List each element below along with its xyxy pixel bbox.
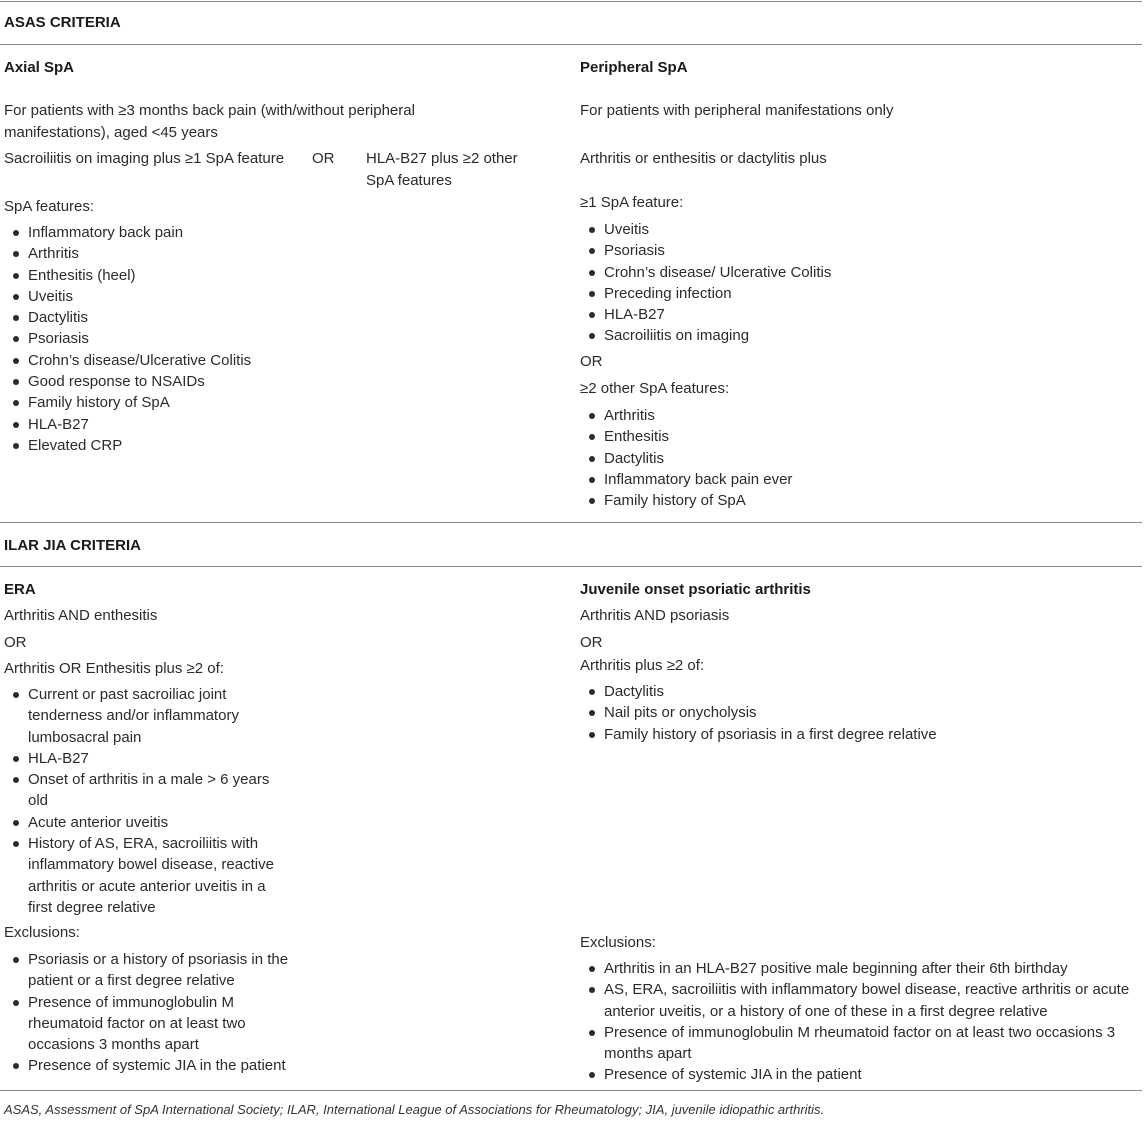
axial-intro-line-2: manifestations), aged <45 years bbox=[4, 124, 218, 141]
list-item bbox=[4, 684, 274, 748]
list-item bbox=[580, 958, 1129, 979]
list-item: Enthesitis bbox=[580, 426, 792, 447]
list-item: Inflammatory back pain bbox=[4, 222, 251, 243]
top-rule bbox=[0, 1, 1142, 2]
list-item-line: inflammatory bowel disease, reactive bbox=[28, 856, 274, 874]
peripheral-entry: Arthritis or enthesitis or dactylitis plus bbox=[580, 150, 827, 167]
list-item bbox=[4, 748, 274, 769]
list-item: Uveitis bbox=[580, 219, 831, 240]
jpsa-exclusions-label: Exclusions: bbox=[580, 934, 656, 951]
list-item-line: Onset of arthritis in a male > 6 years bbox=[28, 771, 270, 789]
peripheral-group2-list bbox=[580, 405, 792, 511]
list-item bbox=[4, 833, 274, 918]
axial-clinical-arm-line-2: SpA features bbox=[366, 172, 452, 189]
list-item: Crohn’s disease/ Ulcerative Colitis bbox=[580, 262, 831, 283]
list-item-line: AS, ERA, sacroiliitis with inflammatory bowel disease, reactive arthritis or acute bbox=[604, 981, 1130, 999]
list-item: Crohn’s disease/Ulcerative Colitis bbox=[4, 350, 251, 371]
axial-features-label: SpA features: bbox=[4, 198, 95, 215]
list-item: Enthesitis (heel) bbox=[4, 265, 251, 286]
list-item-line: lumbosacral pain bbox=[28, 728, 142, 746]
list-item: Uveitis bbox=[4, 286, 251, 307]
jpsa-line-1: Arthritis AND psoriasis bbox=[580, 607, 730, 624]
axial-clinical-arm-line-1: HLA-B27 plus ≥2 other bbox=[366, 150, 518, 167]
list-item-line: arthritis or acute anterior uveitis in a bbox=[28, 877, 266, 895]
era-line-2: Arthritis OR Enthesitis plus ≥2 of: bbox=[4, 660, 224, 677]
axial-features-list bbox=[4, 222, 251, 456]
list-item: Psoriasis bbox=[4, 328, 251, 349]
era-exclusions-label: Exclusions: bbox=[4, 924, 80, 941]
list-item-line: HLA-B27 bbox=[28, 749, 89, 767]
list-item: Psoriasis bbox=[580, 240, 831, 261]
list-item: HLA-B27 bbox=[4, 414, 251, 435]
list-item-line: Presence of immunoglobulin M bbox=[28, 993, 234, 1011]
era-exclusions-list bbox=[4, 949, 288, 1077]
list-item: Arthritis bbox=[580, 405, 792, 426]
axial-or: OR bbox=[312, 150, 335, 167]
list-item-line: anterior uveitis, or a history of one of these in a first degree relative bbox=[604, 1002, 1048, 1020]
list-item bbox=[580, 1022, 1129, 1065]
list-item-line: Acute anterior uveitis bbox=[28, 813, 169, 831]
list-item-line: rheumatoid factor on at least two bbox=[28, 1014, 246, 1032]
peripheral-group1-label: ≥1 SpA feature: bbox=[580, 194, 684, 211]
list-item: Nail pits or onycholysis bbox=[580, 702, 937, 723]
list-item: HLA-B27 bbox=[580, 304, 831, 325]
list-item-line: Presence of systemic JIA in the patient bbox=[604, 1066, 862, 1084]
ilar-header-rule bbox=[0, 566, 1142, 567]
bottom-rule bbox=[0, 1090, 1142, 1091]
list-item: Family history of SpA bbox=[580, 490, 792, 511]
list-item: Dactylitis bbox=[580, 448, 792, 469]
ilar-jia-criteria-header: ILAR JIA CRITERIA bbox=[4, 537, 141, 554]
list-item-line: Psoriasis or a history of psoriasis in the bbox=[28, 951, 289, 968]
list-item bbox=[4, 992, 288, 1056]
list-item-line: patient or a first degree relative bbox=[28, 972, 235, 990]
axial-intro-line-1: For patients with ≥3 months back pain (with/without peripheral bbox=[4, 102, 415, 119]
list-item bbox=[4, 1055, 288, 1076]
era-or: OR bbox=[4, 634, 27, 651]
peripheral-group2-label: ≥2 other SpA features: bbox=[580, 380, 730, 397]
list-item bbox=[4, 949, 288, 992]
asas-header-rule bbox=[0, 44, 1142, 45]
jpsa-criteria-list bbox=[580, 681, 937, 745]
list-item bbox=[4, 769, 274, 812]
axial-imaging-arm: Sacroiliitis on imaging plus ≥1 SpA feature bbox=[4, 150, 285, 167]
list-item: Preceding infection bbox=[580, 283, 831, 304]
jpsa-or: OR bbox=[580, 634, 603, 651]
peripheral-or: OR bbox=[580, 353, 603, 370]
list-item: Sacroiliitis on imaging bbox=[580, 325, 831, 346]
peripheral-spa-title: Peripheral SpA bbox=[580, 59, 688, 76]
list-item-line: History of AS, ERA, sacroiliitis with bbox=[28, 835, 259, 853]
list-item bbox=[4, 812, 274, 833]
jpsa-exclusions-list bbox=[580, 958, 1129, 1086]
list-item bbox=[580, 979, 1129, 1022]
list-item-line: old bbox=[28, 792, 49, 810]
list-item-line: Presence of systemic JIA in the patient bbox=[28, 1057, 286, 1075]
asas-criteria-header: ASAS CRITERIA bbox=[4, 14, 121, 31]
list-item-line: tenderness and/or inflammatory bbox=[28, 707, 239, 725]
peripheral-group1-list bbox=[580, 219, 831, 347]
era-title: ERA bbox=[4, 581, 36, 598]
list-item: Family history of psoriasis in a first degree relative bbox=[580, 724, 937, 745]
jpsa-title: Juvenile onset psoriatic arthritis bbox=[580, 581, 811, 598]
peripheral-intro: For patients with peripheral manifestations only bbox=[580, 102, 894, 119]
list-item-line: Current or past sacroiliac joint bbox=[28, 686, 227, 703]
table-footnote: ASAS, Assessment of SpA International Society; ILAR, International League of Associations for Rheumatology; JIA, juvenile idiopathic arthritis. bbox=[4, 1102, 825, 1117]
list-item-line: Presence of immunoglobulin M rheumatoid factor on at least two occasions 3 bbox=[604, 1023, 1116, 1041]
era-line-1: Arthritis AND enthesitis bbox=[4, 607, 158, 624]
list-item-line: occasions 3 months apart bbox=[28, 1036, 199, 1054]
list-item: Arthritis bbox=[4, 243, 251, 264]
jpsa-line-2: Arthritis plus ≥2 of: bbox=[580, 657, 705, 674]
list-item: Elevated CRP bbox=[4, 435, 251, 456]
era-criteria-list bbox=[4, 684, 274, 918]
list-item-line: months apart bbox=[604, 1045, 692, 1063]
section-divider-rule bbox=[0, 522, 1142, 523]
axial-spa-title: Axial SpA bbox=[4, 59, 75, 76]
list-item: Good response to NSAIDs bbox=[4, 371, 251, 392]
list-item bbox=[580, 1064, 1129, 1085]
list-item: Dactylitis bbox=[4, 307, 251, 328]
list-item-line: first degree relative bbox=[28, 898, 156, 916]
list-item-line: Arthritis in an HLA-B27 positive male beginning after their 6th birthday bbox=[604, 960, 1068, 977]
list-item: Dactylitis bbox=[580, 681, 937, 702]
list-item: Family history of SpA bbox=[4, 392, 251, 413]
list-item: Inflammatory back pain ever bbox=[580, 469, 792, 490]
